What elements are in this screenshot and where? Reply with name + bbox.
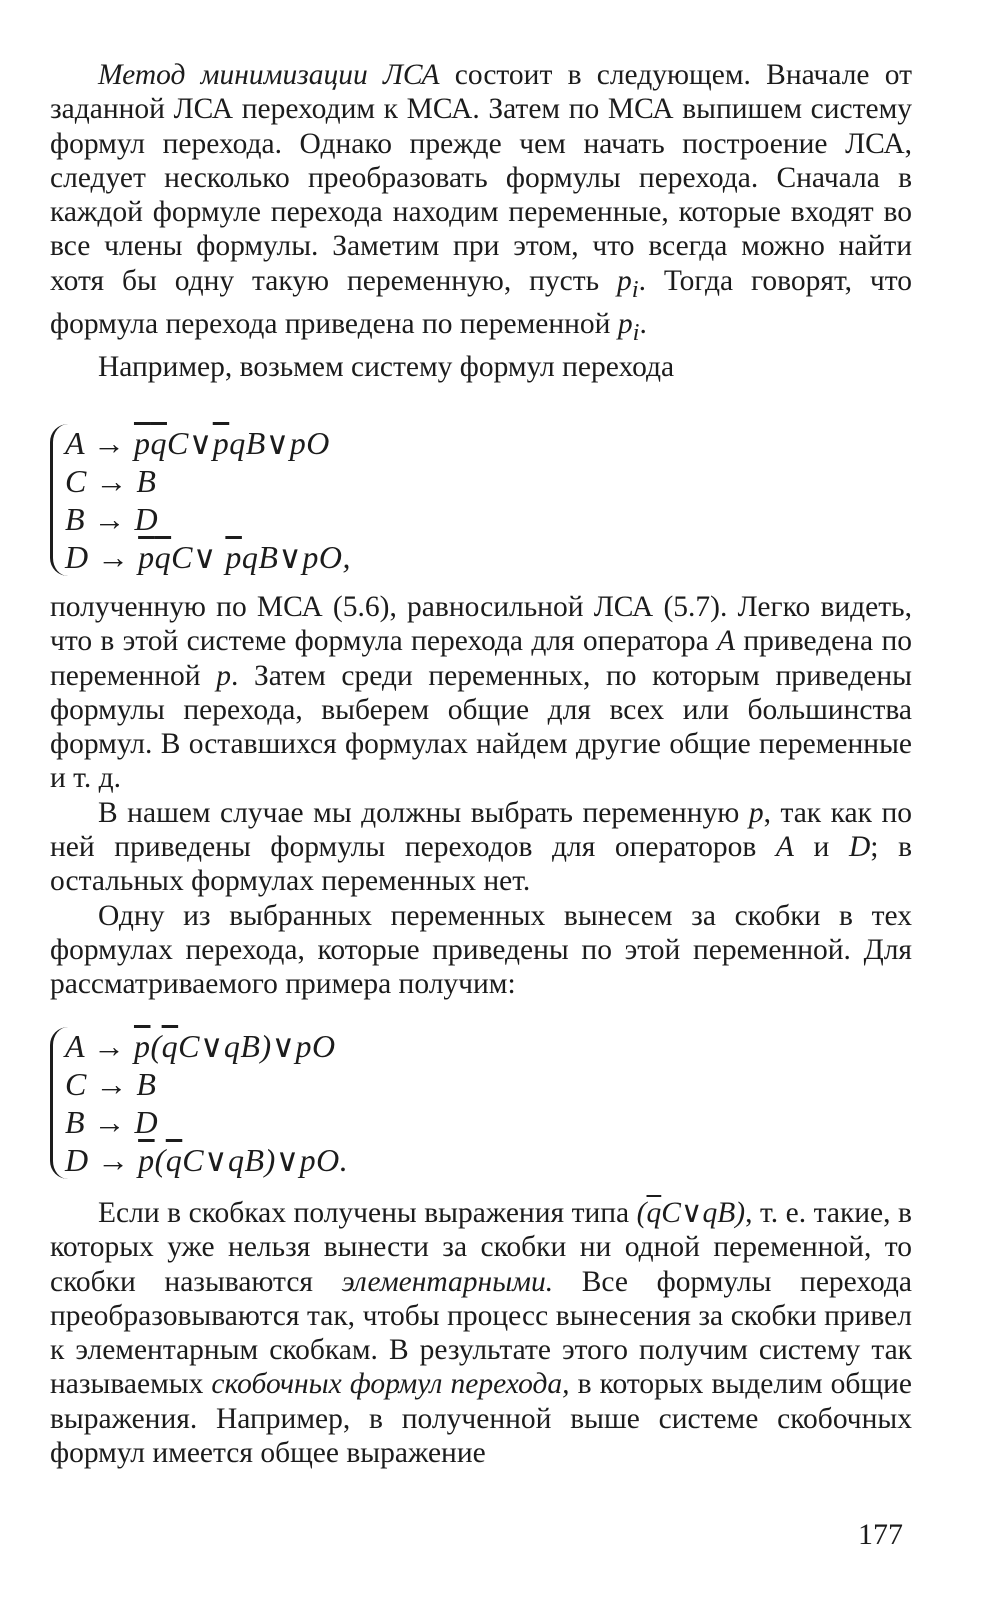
formula-system-2 — [50, 1027, 348, 1179]
paragraph-group-2 — [50, 590, 912, 1002]
formula-line: B → D — [65, 1104, 159, 1140]
formula-system-1 — [50, 424, 351, 576]
paragraph-3: полученную по МСА (5.6), равносильной ЛСА (5.7). Легко видеть, что в этой системе формула перехода для оператора A приведена по переменной p. Затем среди переменных, по которым приведены формулы перехода, выберем общие для всех или большинства формул. В оставшихся формулах найдем другие общие переменные и т. д. — [50, 591, 912, 795]
paragraph-method — [50, 58, 912, 384]
formula-line: B → D — [65, 501, 159, 537]
paragraph-4: В нашем случае мы должны выбрать переменную p, так как по ней приведены формулы переходов для операторов A и D; в остальных формулах переменных нет. — [50, 796, 912, 898]
formula-line: $A \to \overline{p}\overline{q}C\vee\overline{p}qB\vee pO$ — [65, 425, 330, 461]
formula-line: $D \to \overline{p}(\overline{q}C\vee qB)\vee pO$. — [65, 1142, 349, 1178]
formula-line: C → B — [65, 1066, 157, 1102]
formula-line: C → B — [65, 463, 157, 499]
formula-line: $A \to \overline{p}(\overline{q}C\vee qB)\vee pO$ — [65, 1028, 336, 1064]
paragraph-group-3 — [50, 1196, 912, 1470]
term-method: Метод минимизации ЛСА — [98, 59, 440, 91]
page-number: 177 — [858, 1518, 903, 1551]
paragraph-2: Например, возьмем систему формул перехода — [98, 351, 675, 384]
paragraph-6: Если в скобках получены выражения типа $(\overline{q}C\vee qB)$, т. е. такие, в которых уже нельзя вынести за скобки ни одной переменной, то скобки называются элементарными. Все формулы перехода преобразовываются так, чтобы процесс вынесения за скобки привел к элементарным скобкам. В результате этого получим систему так называемых скобочных формул перехода, в которых выделим общие выражения. Например, в полученной выше системе скобочных формул имеется общее выражение — [50, 1197, 913, 1470]
paragraph-5: Одну из выбранных переменных вынесем за скобки в тех формулах перехода, которые приведены по этой переменной. Для рассматриваемого примера получим: — [50, 899, 912, 1001]
paragraph-1: Метод минимизации ЛСА состоит в следующем. Вначале от заданной ЛСА переходим к МСА. Затем по МСА выпишем систему формул перехода. Однако прежде чем начать построение ЛСА, следует несколько преобразовать формулы перехода. Сначала в каждой формуле перехода находим переменные, которые входят во все члены формулы. Заметим при этом, что всегда можно найти хотя бы одну такую переменную, пусть $p_i$. Тогда говорят, что формула перехода приведена по переменной $p_i$. — [50, 59, 912, 346]
formula-line: $D \to \overline{p}\overline{q}C\vee$ $\overline{p}qB\vee pO$, — [65, 539, 351, 575]
